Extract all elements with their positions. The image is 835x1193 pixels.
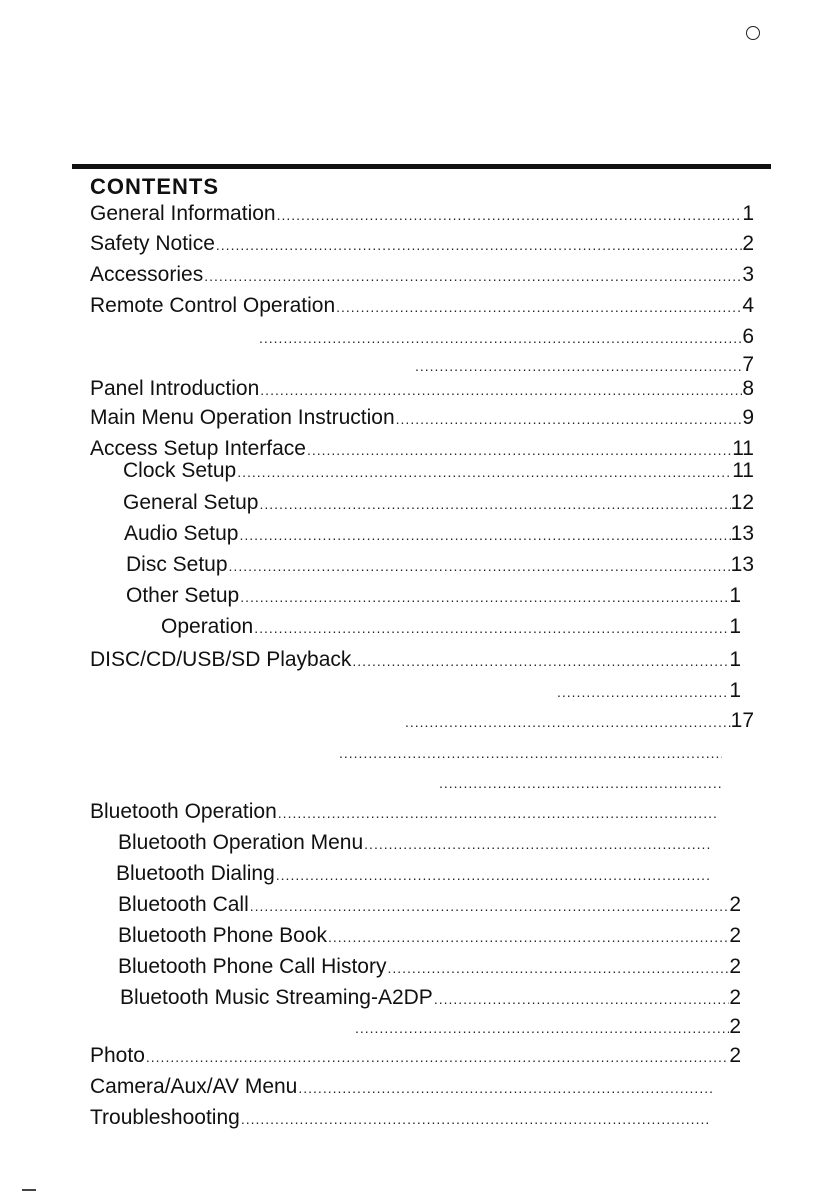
toc-entry-label: Operation (161, 615, 254, 638)
toc-leader-dots (146, 1042, 729, 1072)
toc-entry-label: Bluetooth Phone Book (118, 924, 327, 947)
toc-leader-dots (278, 798, 719, 828)
toc-leader-dots (276, 860, 712, 890)
toc-leader-dots (439, 768, 722, 798)
toc-entry[interactable] (438, 768, 734, 798)
toc-entry-label: Remote Control Operation (90, 294, 336, 317)
toc-entry-label: Disc Setup (126, 553, 228, 576)
toc-leader-dots (298, 1073, 714, 1103)
toc-entry[interactable] (90, 645, 741, 675)
toc-leader-dots (336, 292, 742, 322)
toc-entry-label: General Information (90, 202, 276, 225)
toc-entry-page: 3 (742, 263, 754, 286)
toc-entry-label: Clock Setup (123, 459, 237, 482)
toc-leader-dots (259, 323, 742, 353)
toc-entry[interactable] (90, 1072, 726, 1102)
toc-entry-page: 2 (729, 955, 741, 978)
toc-entry-page: 11 (732, 437, 754, 460)
contents-title: CONTENTS (90, 174, 219, 199)
toc-entry-page: 1 (729, 584, 741, 607)
toc-entry[interactable] (556, 676, 741, 706)
toc-entry[interactable] (90, 374, 754, 404)
toc-leader-dots (237, 457, 732, 487)
toc-entry-page: 2 (729, 1044, 741, 1067)
toc-entry[interactable] (338, 738, 734, 768)
toc-entry-page: 1 (729, 615, 741, 638)
toc-entry-page: 7 (742, 353, 754, 376)
toc-entry-label: General Setup (123, 491, 259, 514)
toc-entry-label: Audio Setup (124, 522, 239, 545)
toc-entry-label: Bluetooth Operation Menu (118, 831, 364, 854)
toc-leader-dots (260, 375, 742, 405)
toc-leader-dots (355, 1013, 729, 1043)
toc-leader-dots (277, 200, 742, 230)
toc-entry[interactable] (118, 890, 741, 920)
toc-entry[interactable] (404, 706, 754, 736)
toc-entry-label: Bluetooth Dialing (116, 862, 275, 885)
toc-entry-label: Safety Notice (90, 232, 215, 255)
toc-entry[interactable] (90, 1103, 723, 1133)
toc-leader-dots (204, 261, 742, 291)
toc-entry-label: Troubleshooting (90, 1106, 240, 1129)
toc-entry[interactable] (90, 291, 754, 321)
toc-entry[interactable] (161, 612, 741, 642)
toc-leader-dots (216, 230, 742, 260)
toc-entry-label: Panel Introduction (90, 377, 260, 400)
toc-leader-dots (396, 404, 742, 434)
toc-entry-label: Accessories (90, 263, 204, 286)
toc-entry-page: 1 (729, 648, 741, 671)
toc-leader-dots (387, 953, 729, 983)
toc-leader-dots (241, 1104, 711, 1134)
toc-entry[interactable] (90, 797, 731, 827)
toc-entry-label: Bluetooth Music Streaming-A2DP (120, 986, 433, 1009)
toc-entry[interactable] (90, 403, 754, 433)
toc-entry[interactable] (123, 456, 754, 486)
toc-leader-dots (405, 707, 731, 737)
toc-entry-page: 11 (732, 459, 754, 482)
toc-leader-dots (240, 582, 729, 612)
toc-leader-dots (557, 677, 729, 707)
toc-entry[interactable] (118, 921, 741, 951)
toc-entry-page: 12 (730, 491, 754, 514)
toc-entry-label: DISC/CD/USB/SD Playback (90, 648, 352, 671)
toc-entry-label: Other Setup (126, 584, 240, 607)
toc-entry[interactable] (126, 581, 741, 611)
toc-entry[interactable] (90, 260, 754, 290)
toc-entry[interactable] (123, 488, 754, 518)
toc-leader-dots (364, 829, 712, 859)
toc-entry-page: 8 (742, 377, 754, 400)
toc-entry-label: Bluetooth Phone Call History (118, 955, 387, 978)
toc-entry-label: Photo (90, 1044, 145, 1067)
toc-entry-page: 2 (729, 893, 741, 916)
toc-leader-dots (328, 922, 729, 952)
toc-entry[interactable] (90, 199, 754, 229)
toc-entry[interactable] (120, 983, 741, 1013)
toc-entry-page: 1 (729, 679, 741, 702)
toc-entry[interactable] (354, 1012, 741, 1042)
toc-entry[interactable] (124, 519, 754, 549)
toc-entry-label: Bluetooth Operation (90, 800, 277, 823)
toc-entry-page: 13 (730, 522, 754, 545)
toc-entry-page: 6 (742, 325, 754, 348)
toc-entry-page: 1 (742, 202, 754, 225)
toc-entry[interactable] (116, 859, 724, 889)
toc-leader-dots (339, 738, 722, 768)
toc-leader-dots (352, 646, 729, 676)
toc-leader-dots (229, 551, 731, 581)
toc-entry-label: Camera/Aux/AV Menu (90, 1075, 298, 1098)
toc-entry-page: 2 (729, 924, 741, 947)
toc-entry-label: Access Setup Interface (90, 437, 306, 460)
toc-entry-label: Main Menu Operation Instruction (90, 406, 395, 429)
toc-entry-page: 2 (729, 986, 741, 1009)
toc-leader-dots (250, 891, 729, 921)
toc-entry[interactable] (126, 550, 754, 580)
toc-entry[interactable] (90, 1041, 741, 1071)
toc-leader-dots (259, 489, 730, 519)
toc-entry[interactable] (118, 952, 741, 982)
toc-leader-dots (239, 520, 730, 550)
toc-entry-label: Bluetooth Call (118, 893, 249, 916)
toc-entry[interactable] (258, 322, 754, 352)
toc-entry-page: 13 (730, 553, 754, 576)
toc-entry-page: 4 (742, 294, 754, 317)
toc-entry-page: 2 (729, 1015, 741, 1038)
toc-entry-page: 9 (742, 406, 754, 429)
toc-entry-page: 17 (730, 709, 754, 732)
toc-entry[interactable] (118, 828, 724, 858)
toc-leader-dots (434, 984, 729, 1014)
bottom-edge-mark (0, 1189, 835, 1191)
toc-leader-dots (254, 613, 729, 643)
toc-entry[interactable] (90, 229, 754, 259)
toc-entry-page: 2 (742, 232, 754, 255)
